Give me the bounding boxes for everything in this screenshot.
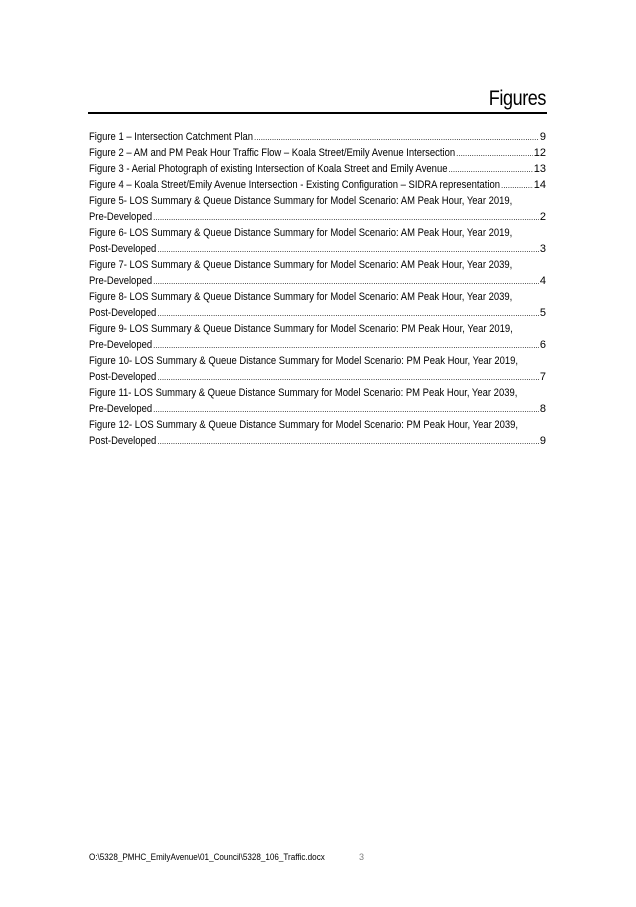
toc-entry-title: Figure 8- LOS Summary & Queue Distance Summary for Model Scenario: AM Peak Hour, Year 2039,	[89, 291, 513, 303]
toc-entry-title-continued: Post-Developed	[89, 371, 157, 383]
toc-entry-page-number: 5	[539, 307, 546, 319]
dot-leader	[448, 162, 532, 178]
toc-entry-page-number: 9	[539, 435, 546, 447]
toc-entry[interactable]	[89, 177, 546, 193]
toc-entry-title: Figure 10- LOS Summary & Queue Distance Summary for Model Scenario: PM Peak Hour, Year 2019,	[89, 355, 519, 367]
dot-leader	[153, 338, 539, 354]
table-of-figures	[89, 129, 546, 449]
dot-leader	[157, 306, 539, 322]
dot-leader	[157, 370, 539, 386]
dot-leader	[157, 434, 539, 450]
toc-entry-title-continued: Post-Developed	[89, 435, 157, 447]
dot-leader	[501, 178, 533, 194]
toc-entry-title: Figure 4 – Koala Street/Emily Avenue Intersection - Existing Configuration – SIDRA representation	[89, 179, 501, 191]
toc-entry[interactable]	[89, 257, 546, 289]
toc-entry[interactable]	[89, 129, 546, 145]
toc-entry-title: Figure 9- LOS Summary & Queue Distance Summary for Model Scenario: PM Peak Hour, Year 2019,	[89, 323, 513, 335]
toc-entry[interactable]	[89, 145, 546, 161]
toc-entry-title: Figure 5- LOS Summary & Queue Distance Summary for Model Scenario: AM Peak Hour, Year 2019,	[89, 195, 513, 207]
toc-entry-title: Figure 6- LOS Summary & Queue Distance Summary for Model Scenario: AM Peak Hour, Year 2019,	[89, 227, 513, 239]
footer-file-path: O:\5328_PMHC_EmilyAvenue\01_Council\5328_106_Traffic.docx	[89, 852, 325, 862]
toc-entry-title-continued: Pre-Developed	[89, 211, 153, 223]
toc-entry-title-continued: Pre-Developed	[89, 275, 153, 287]
toc-entry[interactable]	[89, 193, 546, 225]
title-rule	[88, 112, 547, 114]
dot-leader	[153, 210, 539, 226]
dot-leader	[254, 130, 539, 146]
dot-leader	[456, 146, 533, 162]
toc-entry-page-number: 9	[539, 131, 546, 143]
toc-entry-page-number: 4	[539, 275, 546, 287]
toc-entry-page-number: 12	[533, 147, 546, 159]
footer-page-number: 3	[359, 852, 365, 862]
toc-entry-page-number: 6	[539, 339, 546, 351]
page-title: Figures	[488, 87, 546, 110]
toc-entry-title: Figure 11- LOS Summary & Queue Distance Summary for Model Scenario: PM Peak Hour, Year 2039,	[89, 387, 518, 399]
toc-entry-title: Figure 1 – Intersection Catchment Plan	[89, 131, 254, 143]
toc-entry-title: Figure 2 – AM and PM Peak Hour Traffic Flow – Koala Street/Emily Avenue Intersection	[89, 147, 456, 159]
dot-leader	[157, 242, 539, 258]
toc-entry-page-number: 7	[539, 371, 546, 383]
toc-entry[interactable]	[89, 417, 546, 449]
dot-leader	[153, 402, 539, 418]
toc-entry[interactable]	[89, 385, 546, 417]
toc-entry-title-continued: Post-Developed	[89, 243, 157, 255]
toc-entry-title-continued: Pre-Developed	[89, 339, 153, 351]
toc-entry-title-continued: Post-Developed	[89, 307, 157, 319]
toc-entry-page-number: 3	[539, 243, 546, 255]
toc-entry[interactable]	[89, 225, 546, 257]
toc-entry[interactable]	[89, 353, 546, 385]
toc-entry-title: Figure 3 - Aerial Photograph of existing Intersection of Koala Street and Emily Avenue	[89, 163, 448, 175]
toc-entry[interactable]	[89, 289, 546, 321]
toc-entry-page-number: 8	[539, 403, 546, 415]
footer	[89, 852, 364, 862]
toc-entry-page-number: 13	[533, 163, 546, 175]
toc-entry-title: Figure 7- LOS Summary & Queue Distance Summary for Model Scenario: AM Peak Hour, Year 2039,	[89, 259, 513, 271]
toc-entry[interactable]	[89, 161, 546, 177]
toc-entry-title-continued: Pre-Developed	[89, 403, 153, 415]
toc-entry[interactable]	[89, 321, 546, 353]
toc-entry-page-number: 2	[539, 211, 546, 223]
dot-leader	[153, 274, 539, 290]
toc-entry-page-number: 14	[533, 179, 546, 191]
toc-entry-title: Figure 12- LOS Summary & Queue Distance Summary for Model Scenario: PM Peak Hour, Year 2039,	[89, 419, 519, 431]
